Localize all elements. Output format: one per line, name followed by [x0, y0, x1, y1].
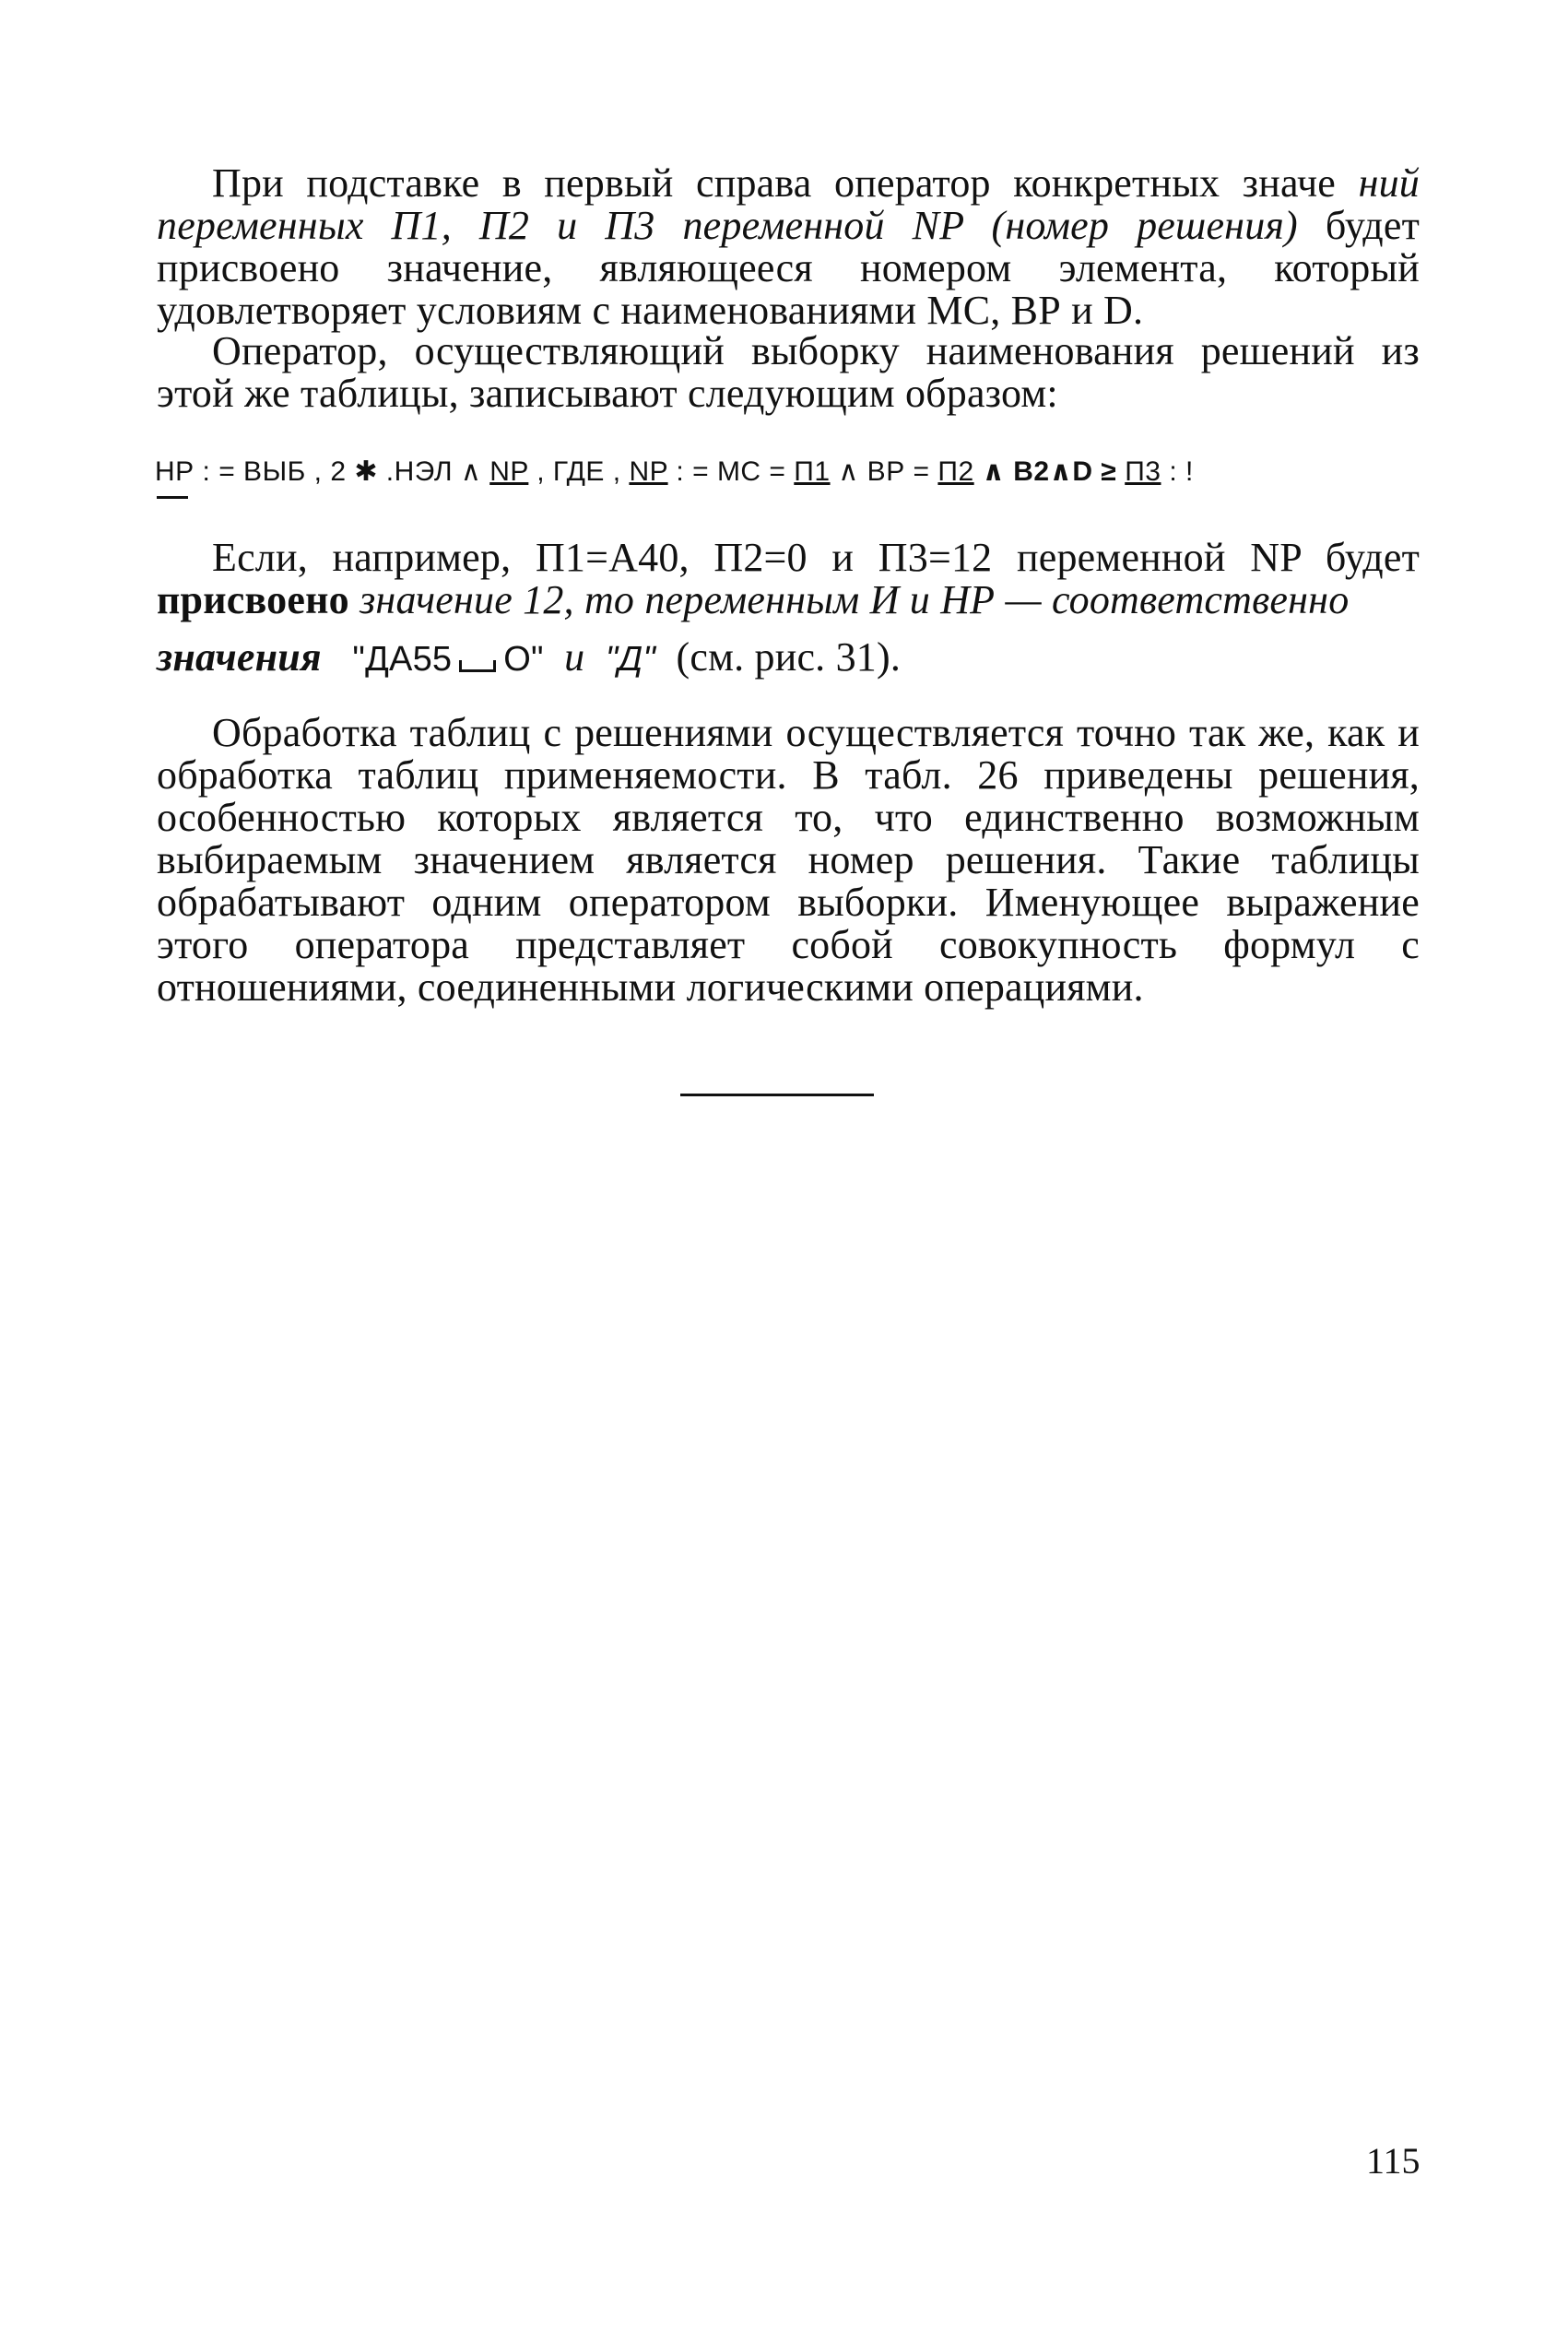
paragraph-1-italic-phrase: ний переменных П1, П2 и П3 переменной NP (номер решения)	[157, 160, 1420, 248]
formula-token-np-underlined: NP	[489, 456, 529, 487]
formula-underline-mark	[157, 496, 188, 499]
page-number: 115	[1366, 2140, 1421, 2182]
value-d: "Д"	[605, 640, 656, 679]
formula-token-np-underlined-2: NP	[629, 456, 668, 487]
paragraph-4-text: Обработка таблиц с решениями осуществляется точно так же, как и обработка таблиц применяемости. В табл. 26 приведены решения, особенностью которых является то, что единственно возможным выбираемым значением является номер решения. Такие таблицы обрабатывают одним оператором выборки. Именующее выражение этого оператора представляет собой совокупность формул с отношениями, соединенными логическими операциями.	[157, 710, 1420, 1010]
paragraph-3-italic: значение 12, то переменным И и НР — соответственно	[360, 577, 1350, 622]
value-da55: "ДА55	[352, 640, 453, 679]
space-symbol-icon	[459, 660, 496, 672]
formula-token-select: : = ВЫБ , 2 ✱ .НЭЛ ∧	[202, 456, 490, 487]
paragraph-1-rest: будет присвоено значение, являющееся номером элемента, который удовлетворяет условиям с наименованиями МС, ВР и D.	[157, 203, 1421, 333]
paragraph-2-text: Оператор, осуществляющий выборку наименования решений из этой же таблицы, записывают следующим образом:	[157, 328, 1420, 416]
section-divider	[680, 1094, 874, 1096]
paragraph-3-line-1: Если, например, П1=А40, П2=0 и П3=12 переменной NP будет	[212, 535, 1420, 580]
formula-token-end: : !	[1169, 456, 1194, 487]
formula-token-p3: П3	[1125, 456, 1161, 487]
formula-token-mc: : = МС =	[676, 456, 795, 487]
formula-token-p1: П1	[794, 456, 831, 487]
value-o: О"	[503, 640, 544, 679]
paragraph-substitution	[157, 162, 1420, 343]
paragraph-example-values	[157, 636, 1420, 680]
values-and: и	[564, 634, 585, 680]
paragraph-1-line-1: При подставке в первый справа оператор конкретных значе	[212, 160, 1337, 206]
paragraph-3-assigned: присвоено	[157, 577, 349, 622]
paragraph-example	[157, 537, 1420, 633]
paragraph-table-processing	[157, 712, 1420, 1020]
figure-reference: (см. рис. 31).	[676, 634, 902, 680]
paragraph-operator-intro	[157, 330, 1420, 426]
formula-token-p2: П2	[937, 456, 974, 487]
values-label: значения	[157, 634, 322, 680]
formula-token-bp: ∧ ВР =	[838, 456, 938, 487]
formula-token-where: , ГДЕ ,	[536, 456, 630, 487]
formula-token-and-d: ∧ В2∧D ≥	[982, 456, 1126, 487]
operator-formula	[155, 454, 1427, 491]
formula-token-hp: НР	[155, 456, 195, 487]
